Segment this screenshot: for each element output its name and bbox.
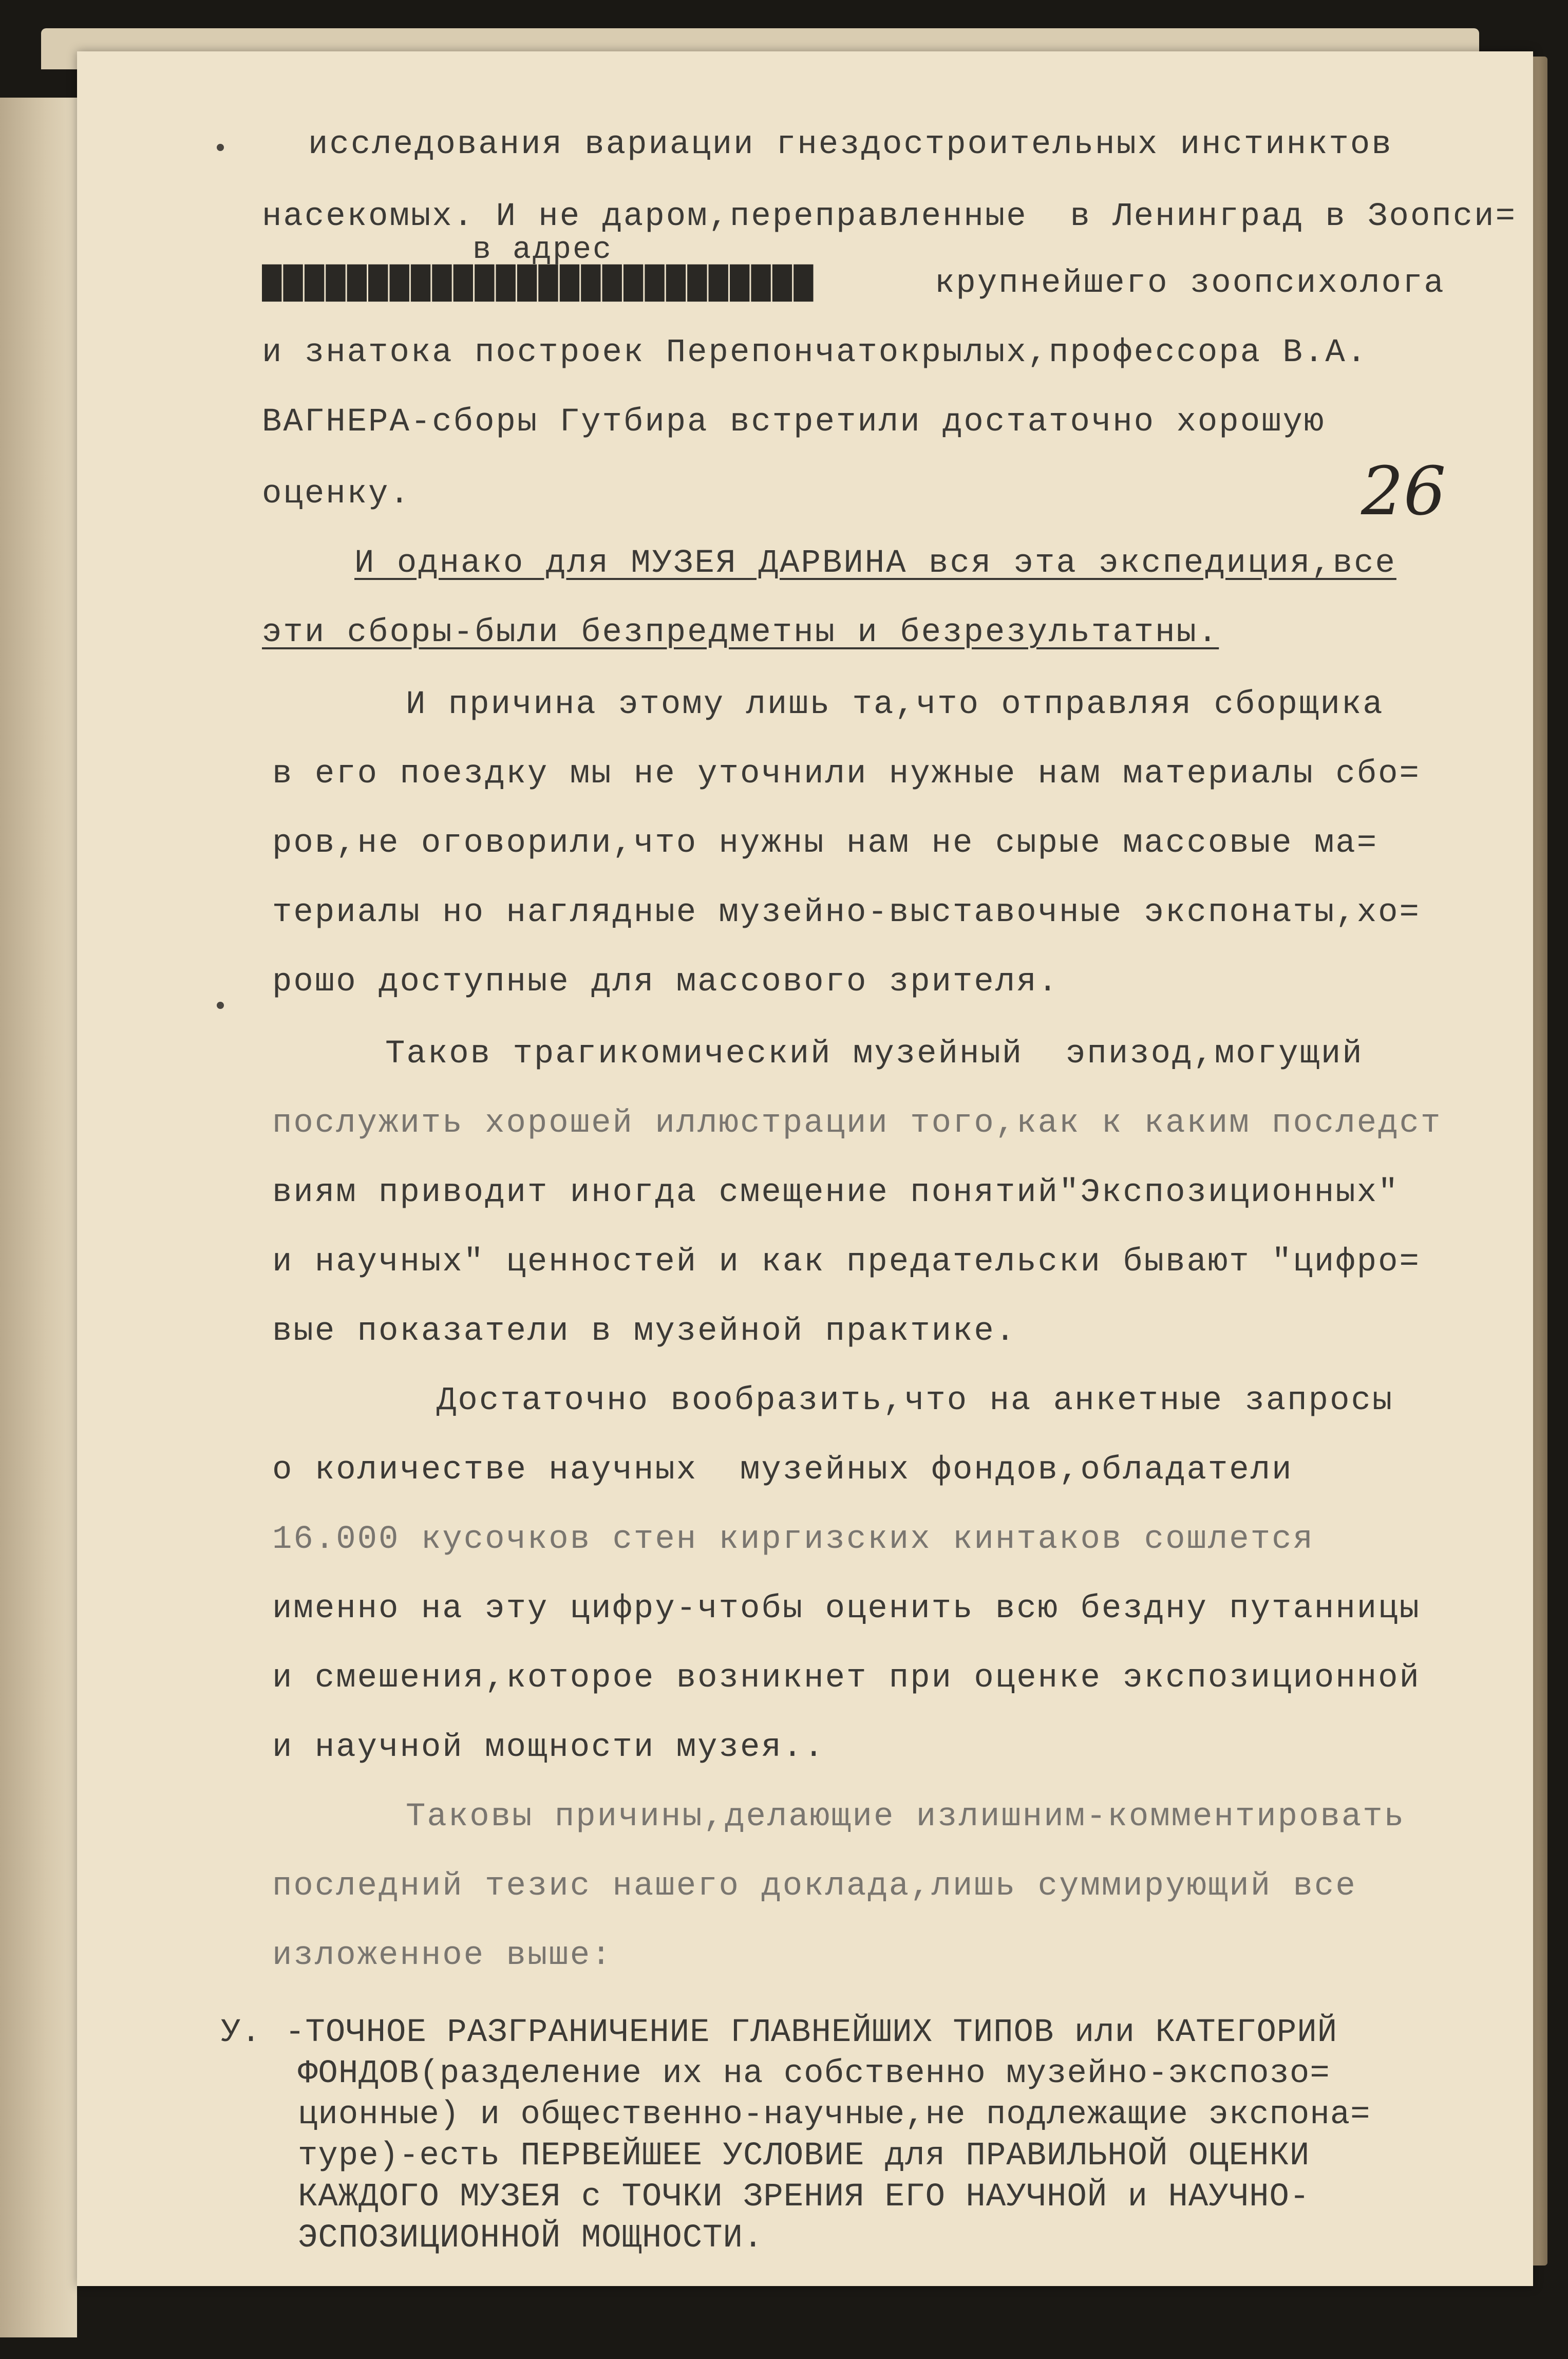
text-line: рошо доступные для массового зрителя.	[272, 964, 1060, 1001]
margin-dot	[217, 144, 224, 151]
text-line: именно на эту цифру-чтобы оценить всю бездну путанницы	[272, 1590, 1421, 1627]
insertion-note: в адрес	[473, 233, 613, 268]
thesis-number: У.	[221, 2014, 261, 2051]
text-line: и смешения,которое возникнет при оценке экспозиционной	[272, 1660, 1421, 1697]
text-line: эти сборы-были безпредметны и безрезультатны.	[262, 614, 1219, 651]
text-line: Таковы причины,делающие излишним-комментировать	[406, 1799, 1406, 1836]
text-line: ВАГНЕРА-сборы Гутбира встретили достаточно хорошую	[262, 404, 1326, 441]
text-line: Таков трагикомический музейный эпизод,могущий	[385, 1036, 1364, 1073]
text-line: И однако для МУЗЕЯ ДАРВИНА вся эта экспедиция,все	[354, 545, 1396, 582]
text-line: ров,не оговорили,что нужны нам не сырые массовые ма=	[272, 825, 1378, 862]
text-line: о количестве научных музейных фондов,обладатели	[272, 1452, 1293, 1489]
thesis-line: туре)-есть ПЕРВЕЙШЕЕ УСЛОВИЕ для ПРАВИЛЬНОЙ ОЦЕНКИ	[298, 2138, 1310, 2175]
text-line: 16.000 кусочков стен киргизских кинтаков сошлется	[272, 1521, 1314, 1558]
text-line: и научных" ценностей и как предательски бывают "цифро=	[272, 1244, 1421, 1281]
text-line: И причина этому лишь та,что отправляя сборщика	[406, 686, 1384, 723]
margin-dot	[217, 1002, 224, 1009]
thesis-line: ФОНДОВ(разделение их на собственно музейно-экспозо=	[298, 2055, 1330, 2092]
thesis-line: -ТОЧНОЕ РАЗГРАНИЧЕНИЕ ГЛАВНЕЙШИХ ТИПОВ или КАТЕГОРИЙ	[285, 2014, 1338, 2051]
text-line: изложенное выше:	[272, 1937, 613, 1974]
page-number-handwritten: 26	[1361, 452, 1446, 530]
text-line: оценку.	[262, 476, 411, 513]
text-line: последний тезис нашего доклада,лишь суммирующий все	[272, 1868, 1357, 1905]
text-line: Достаточно вообразить,что на анкетные запросы	[437, 1382, 1394, 1419]
thesis-line: ционные) и общественно-научные,не подлежащие экспона=	[298, 2096, 1371, 2133]
text-line: виям приводит иногда смещение понятий"Экспозиционных"	[272, 1174, 1400, 1211]
paper-stack-left	[0, 98, 77, 2337]
thesis-line: КАЖДОГО МУЗЕЯ с ТОЧКИ ЗРЕНИЯ ЕГО НАУЧНОЙ и НАУЧНО-	[298, 2179, 1310, 2216]
text-line: и научной мощности музея..	[272, 1729, 825, 1766]
text-line: послужить хорошей иллюстрации того,как к каким последст	[272, 1105, 1442, 1142]
text-line: в его поездку мы не уточнили нужные нам материалы сбо=	[272, 756, 1421, 793]
text-line: вые показатели в музейной практике.	[272, 1313, 1017, 1350]
text-line: насекомых. И не даром,переправленные в Ленинград в Зоопси=	[262, 198, 1517, 235]
text-line: и знатока построек Перепончатокрылых,профессора В.А.	[262, 334, 1368, 371]
text-line: териалы но наглядные музейно-выставочные экспонаты,хо=	[272, 894, 1421, 931]
document-page	[77, 51, 1533, 2286]
struck-text-line: ██████████████████████████	[262, 265, 815, 302]
text-line: исследования вариации гнездостроительных инстинктов	[308, 126, 1393, 163]
thesis-line: ЭСПОЗИЦИОННОЙ МОЩНОСТИ.	[298, 2220, 764, 2257]
text-line: крупнейшего зоопсихолога	[935, 265, 1445, 302]
